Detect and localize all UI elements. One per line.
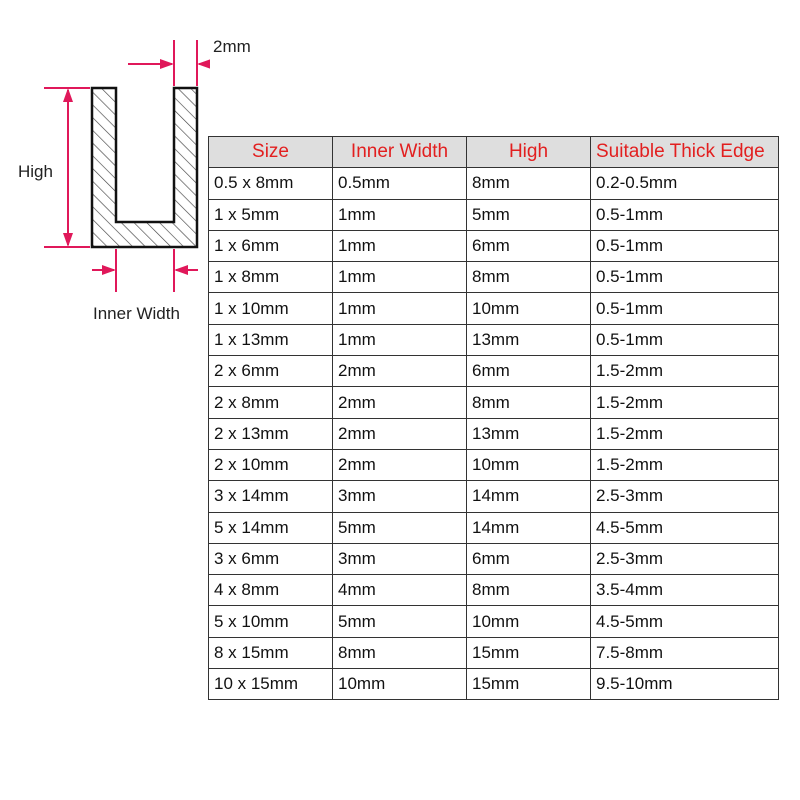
table-row [209,324,779,355]
cell-inner-width: 0.5mm [333,168,467,199]
cell-thick-edge: 1.5-2mm [591,356,779,387]
u-channel-profile [92,88,197,247]
cell-inner-width: 1mm [333,262,467,293]
cell-inner-width: 2mm [333,418,467,449]
cell-size: 8 x 15mm [209,637,333,668]
size-spec-table [208,136,779,700]
cell-high: 8mm [467,387,591,418]
cell-size: 3 x 6mm [209,543,333,574]
cell-inner-width: 1mm [333,293,467,324]
cell-inner-width: 8mm [333,637,467,668]
cell-thick-edge: 4.5-5mm [591,606,779,637]
thickness-label: 2mm [213,37,251,56]
table-row [209,168,779,199]
cell-high: 10mm [467,449,591,480]
table-row [209,512,779,543]
cell-inner-width: 3mm [333,543,467,574]
table-row [209,199,779,230]
thickness-dimension [128,40,210,86]
table-row [209,262,779,293]
table-header-row [209,137,779,168]
inner-width-label: Inner Width [93,304,180,323]
cell-inner-width: 2mm [333,356,467,387]
cell-high: 6mm [467,230,591,261]
cell-size: 1 x 5mm [209,199,333,230]
table-row [209,449,779,480]
table-row [209,418,779,449]
table-row [209,356,779,387]
cell-inner-width: 10mm [333,669,467,700]
cell-high: 13mm [467,324,591,355]
header-size: Size [209,137,333,168]
cell-thick-edge: 4.5-5mm [591,512,779,543]
cell-thick-edge: 0.5-1mm [591,230,779,261]
cell-inner-width: 1mm [333,230,467,261]
cell-inner-width: 1mm [333,324,467,355]
cell-thick-edge: 1.5-2mm [591,449,779,480]
cell-inner-width: 3mm [333,481,467,512]
cell-thick-edge: 7.5-8mm [591,637,779,668]
table-row [209,606,779,637]
cell-high: 13mm [467,418,591,449]
cell-size: 1 x 13mm [209,324,333,355]
table-row [209,637,779,668]
header-high: High [467,137,591,168]
cell-size: 2 x 6mm [209,356,333,387]
cell-size: 2 x 8mm [209,387,333,418]
cell-thick-edge: 0.5-1mm [591,262,779,293]
cell-inner-width: 2mm [333,449,467,480]
cell-high: 6mm [467,543,591,574]
cell-thick-edge: 0.5-1mm [591,324,779,355]
height-label: High [18,162,53,181]
table-row [209,293,779,324]
cell-high: 10mm [467,293,591,324]
cell-high: 8mm [467,168,591,199]
header-suitable-thick-edge: Suitable Thick Edge [591,137,779,168]
table-row [209,481,779,512]
cell-size: 2 x 13mm [209,418,333,449]
cell-size: 0.5 x 8mm [209,168,333,199]
table-row [209,543,779,574]
table-body [209,168,779,700]
cell-size: 5 x 14mm [209,512,333,543]
cell-high: 15mm [467,637,591,668]
cell-size: 2 x 10mm [209,449,333,480]
cell-thick-edge: 2.5-3mm [591,543,779,574]
cell-thick-edge: 0.5-1mm [591,293,779,324]
header-inner-width: Inner Width [333,137,467,168]
cell-size: 1 x 6mm [209,230,333,261]
cell-thick-edge: 1.5-2mm [591,387,779,418]
table-row [209,387,779,418]
cell-thick-edge: 0.5-1mm [591,199,779,230]
cell-size: 5 x 10mm [209,606,333,637]
cell-thick-edge: 2.5-3mm [591,481,779,512]
cell-size: 4 x 8mm [209,575,333,606]
cell-inner-width: 1mm [333,199,467,230]
cell-high: 5mm [467,199,591,230]
cell-high: 14mm [467,512,591,543]
cell-inner-width: 4mm [333,575,467,606]
table-row [209,230,779,261]
table-row [209,669,779,700]
cell-size: 3 x 14mm [209,481,333,512]
cell-high: 14mm [467,481,591,512]
cell-size: 1 x 8mm [209,262,333,293]
cell-high: 8mm [467,575,591,606]
table-row [209,575,779,606]
cell-inner-width: 5mm [333,606,467,637]
cell-thick-edge: 0.2-0.5mm [591,168,779,199]
cell-size: 10 x 15mm [209,669,333,700]
cell-inner-width: 5mm [333,512,467,543]
cell-inner-width: 2mm [333,387,467,418]
cell-thick-edge: 3.5-4mm [591,575,779,606]
cell-high: 15mm [467,669,591,700]
cell-high: 6mm [467,356,591,387]
inner-width-dimension [92,249,198,292]
cell-size: 1 x 10mm [209,293,333,324]
cell-high: 10mm [467,606,591,637]
cell-thick-edge: 9.5-10mm [591,669,779,700]
cell-thick-edge: 1.5-2mm [591,418,779,449]
cell-high: 8mm [467,262,591,293]
